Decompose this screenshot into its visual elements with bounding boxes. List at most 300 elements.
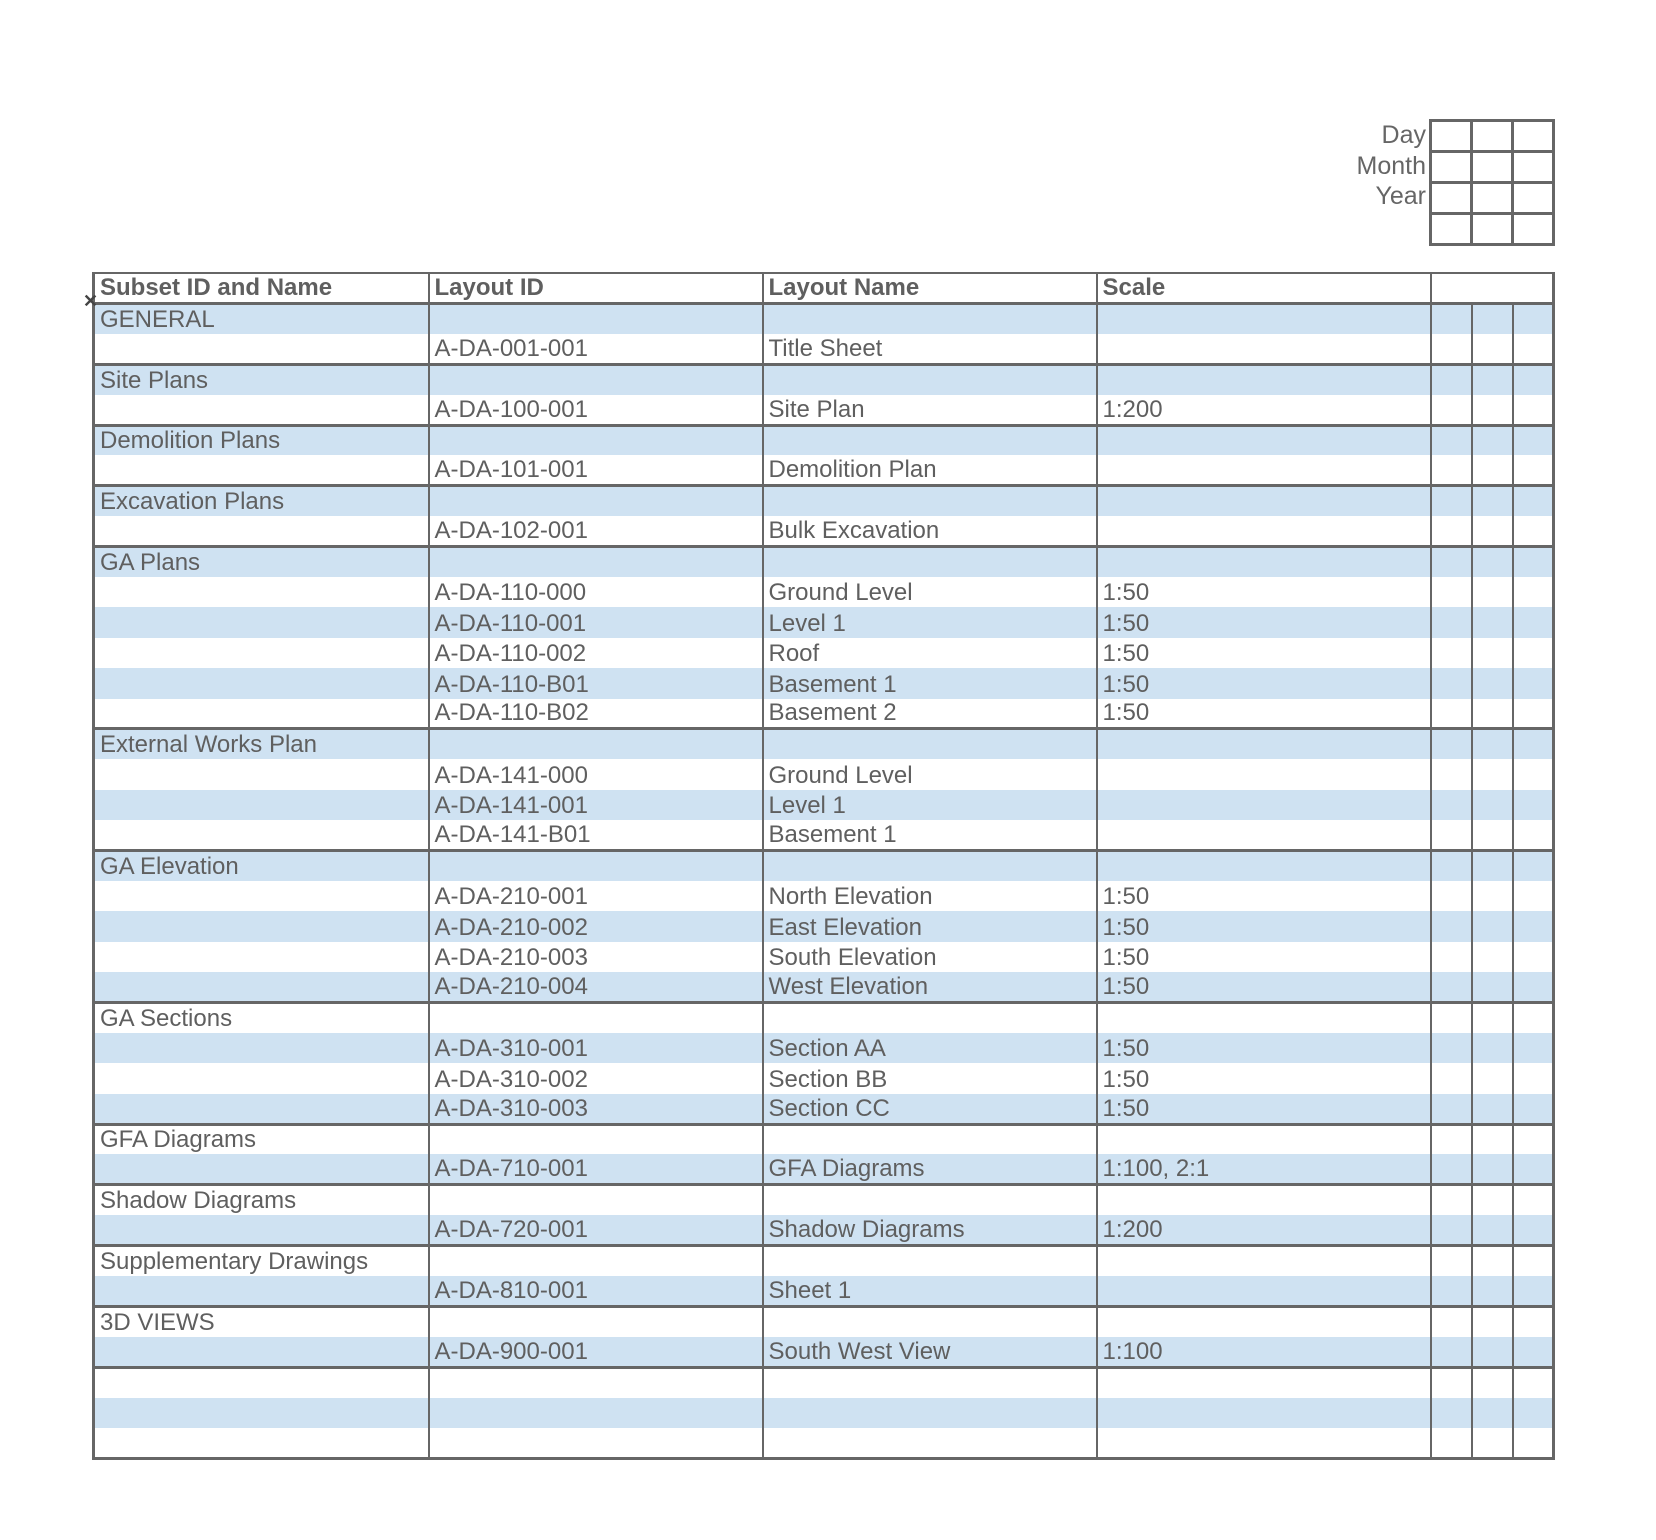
check-cell[interactable] [1472, 759, 1513, 789]
cell-subset [94, 516, 429, 546]
check-cell[interactable] [1431, 699, 1472, 729]
cell-scale: 1:50 [1097, 942, 1431, 972]
check-cell[interactable] [1472, 1428, 1513, 1458]
cell-subset [94, 699, 429, 729]
date-cell[interactable] [1472, 152, 1513, 183]
check-cell[interactable] [1513, 729, 1554, 759]
cell-subset [94, 334, 429, 364]
date-grid-row [1431, 121, 1554, 152]
check-cell[interactable] [1431, 881, 1472, 911]
table-row [94, 516, 1554, 546]
cell-layout-name: North Elevation [763, 881, 1097, 911]
date-cell[interactable] [1431, 121, 1472, 152]
cell-scale: 1:50 [1097, 1033, 1431, 1063]
date-label-year: Year [1375, 182, 1426, 210]
check-cell[interactable] [1513, 1033, 1554, 1063]
cell-layout-name: Site Plan [763, 395, 1097, 425]
cell-subset: GFA Diagrams [94, 1124, 429, 1154]
cell-layout-name [763, 364, 1097, 394]
check-cell[interactable] [1472, 1246, 1513, 1276]
check-cell[interactable] [1431, 638, 1472, 668]
check-cell[interactable] [1472, 1306, 1513, 1336]
date-cell[interactable] [1513, 183, 1554, 214]
check-cell[interactable] [1513, 1398, 1554, 1428]
check-cell[interactable] [1472, 820, 1513, 850]
cell-scale: 1:50 [1097, 1063, 1431, 1093]
group-header-row [94, 364, 1554, 394]
check-cell[interactable] [1513, 1306, 1554, 1336]
check-cell[interactable] [1431, 516, 1472, 546]
check-cell[interactable] [1513, 881, 1554, 911]
cell-layout-id [429, 1246, 763, 1276]
check-cell[interactable] [1431, 942, 1472, 972]
group-header-row [94, 1124, 1554, 1154]
check-cell[interactable] [1431, 911, 1472, 941]
header-checks [1431, 273, 1554, 304]
cell-layout-name [763, 547, 1097, 577]
check-cell[interactable] [1513, 790, 1554, 820]
check-cell[interactable] [1472, 1215, 1513, 1245]
table-row [94, 1154, 1554, 1184]
check-cell[interactable] [1513, 304, 1554, 334]
check-cell[interactable] [1472, 911, 1513, 941]
check-cell[interactable] [1513, 1002, 1554, 1032]
cell-layout-name: Level 1 [763, 607, 1097, 637]
cell-subset: 3D VIEWS [94, 1306, 429, 1336]
date-labels [1300, 119, 1426, 241]
check-cell[interactable] [1431, 972, 1472, 1002]
cell-layout-id: A-DA-810-001 [429, 1276, 763, 1306]
table-row [94, 577, 1554, 607]
check-cell[interactable] [1513, 1124, 1554, 1154]
cell-subset [94, 790, 429, 820]
check-cell[interactable] [1472, 1094, 1513, 1124]
check-cell[interactable] [1431, 1246, 1472, 1276]
cell-scale: 1:50 [1097, 972, 1431, 1002]
cell-scale [1097, 1002, 1431, 1032]
cell-layout-name: Shadow Diagrams [763, 1215, 1097, 1245]
cell-layout-id: A-DA-210-001 [429, 881, 763, 911]
check-cell[interactable] [1513, 607, 1554, 637]
cell-layout-id: A-DA-210-003 [429, 942, 763, 972]
cell-subset [94, 1276, 429, 1306]
cell-layout-name [763, 425, 1097, 455]
cell-scale [1097, 547, 1431, 577]
cell-layout-id: A-DA-141-001 [429, 790, 763, 820]
cell-layout-name: Roof [763, 638, 1097, 668]
check-cell[interactable] [1513, 1276, 1554, 1306]
check-cell[interactable] [1431, 607, 1472, 637]
check-cell[interactable] [1431, 577, 1472, 607]
cell-scale [1097, 486, 1431, 516]
date-grid-row [1431, 183, 1554, 214]
check-cell[interactable] [1472, 304, 1513, 334]
check-cell[interactable] [1472, 486, 1513, 516]
check-cell[interactable] [1513, 334, 1554, 364]
drawing-register-table [92, 272, 1555, 1460]
cell-layout-name [763, 1428, 1097, 1458]
cell-subset [94, 972, 429, 1002]
check-cell[interactable] [1513, 820, 1554, 850]
date-cell[interactable] [1513, 121, 1554, 152]
table-row [94, 699, 1554, 729]
cell-layout-id: A-DA-720-001 [429, 1215, 763, 1245]
cell-layout-id [429, 851, 763, 881]
table-row [94, 668, 1554, 698]
check-cell[interactable] [1472, 729, 1513, 759]
table-row [94, 790, 1554, 820]
date-cell[interactable] [1472, 121, 1513, 152]
check-cell[interactable] [1513, 668, 1554, 698]
cell-scale [1097, 425, 1431, 455]
check-cell[interactable] [1431, 1185, 1472, 1215]
cell-subset: GA Plans [94, 547, 429, 577]
check-cell[interactable] [1431, 486, 1472, 516]
cell-scale: 1:100 [1097, 1337, 1431, 1367]
check-cell[interactable] [1431, 1367, 1472, 1397]
cell-scale [1097, 1246, 1431, 1276]
check-cell[interactable] [1431, 425, 1472, 455]
cell-layout-name: Basement 1 [763, 668, 1097, 698]
cell-layout-name: Title Sheet [763, 334, 1097, 364]
cell-layout-id: A-DA-210-004 [429, 972, 763, 1002]
cell-subset: Site Plans [94, 364, 429, 394]
cell-scale: 1:50 [1097, 607, 1431, 637]
cell-layout-id [429, 729, 763, 759]
check-cell[interactable] [1472, 699, 1513, 729]
check-cell[interactable] [1513, 1367, 1554, 1397]
cell-layout-name [763, 1124, 1097, 1154]
group-header-row [94, 547, 1554, 577]
cell-scale: 1:50 [1097, 577, 1431, 607]
check-cell[interactable] [1431, 364, 1472, 394]
check-cell[interactable] [1431, 1002, 1472, 1032]
check-cell[interactable] [1472, 1033, 1513, 1063]
table-row [94, 972, 1554, 1002]
cell-layout-name: Sheet 1 [763, 1276, 1097, 1306]
group-header-row [94, 1002, 1554, 1032]
cell-scale [1097, 790, 1431, 820]
group-header-row [94, 1306, 1554, 1336]
table-row [94, 942, 1554, 972]
check-cell[interactable] [1513, 1428, 1554, 1458]
check-cell[interactable] [1513, 1154, 1554, 1184]
cell-subset [94, 759, 429, 789]
cell-subset [94, 668, 429, 698]
check-cell[interactable] [1513, 577, 1554, 607]
check-cell[interactable] [1431, 304, 1472, 334]
table-row [94, 455, 1554, 485]
check-cell[interactable] [1472, 972, 1513, 1002]
table-row [94, 1367, 1554, 1397]
cell-layout-id: A-DA-001-001 [429, 334, 763, 364]
cell-layout-name [763, 1367, 1097, 1397]
cell-subset: External Works Plan [94, 729, 429, 759]
cell-layout-name [763, 304, 1097, 334]
cell-subset [94, 881, 429, 911]
cell-layout-id [429, 1185, 763, 1215]
table-row [94, 395, 1554, 425]
check-cell[interactable] [1431, 1306, 1472, 1336]
date-label-month: Month [1356, 151, 1426, 180]
cell-subset [94, 1398, 429, 1428]
cell-scale [1097, 820, 1431, 850]
check-cell[interactable] [1513, 547, 1554, 577]
check-cell[interactable] [1513, 638, 1554, 668]
table-row [94, 759, 1554, 789]
cell-layout-id: A-DA-101-001 [429, 455, 763, 485]
date-cell[interactable] [1431, 152, 1472, 183]
check-cell[interactable] [1431, 1033, 1472, 1063]
check-cell[interactable] [1431, 1094, 1472, 1124]
cell-subset [94, 577, 429, 607]
cell-scale [1097, 759, 1431, 789]
cell-scale [1097, 1398, 1431, 1428]
check-cell[interactable] [1431, 334, 1472, 364]
check-cell[interactable] [1472, 881, 1513, 911]
check-cell[interactable] [1472, 1367, 1513, 1397]
date-cell[interactable] [1431, 183, 1472, 214]
check-cell[interactable] [1431, 395, 1472, 425]
table-row [94, 1094, 1554, 1124]
date-cell[interactable] [1472, 183, 1513, 214]
check-cell[interactable] [1513, 425, 1554, 455]
cell-scale: 1:50 [1097, 881, 1431, 911]
table-row [94, 1398, 1554, 1428]
cell-scale [1097, 1306, 1431, 1336]
table-row [94, 1428, 1554, 1458]
cell-scale [1097, 729, 1431, 759]
cell-layout-name [763, 1185, 1097, 1215]
group-header-row [94, 425, 1554, 455]
cell-layout-name: Demolition Plan [763, 455, 1097, 485]
cell-layout-id: A-DA-210-002 [429, 911, 763, 941]
cell-layout-id [429, 1398, 763, 1428]
cell-layout-name: Basement 2 [763, 699, 1097, 729]
check-cell[interactable] [1431, 1124, 1472, 1154]
check-cell[interactable] [1472, 455, 1513, 485]
check-cell[interactable] [1513, 1094, 1554, 1124]
check-cell[interactable] [1513, 364, 1554, 394]
cell-layout-name [763, 486, 1097, 516]
cell-subset [94, 1033, 429, 1063]
cell-layout-id [429, 304, 763, 334]
check-cell[interactable] [1513, 1185, 1554, 1215]
header-scale: Scale [1097, 273, 1431, 304]
cell-layout-id [429, 425, 763, 455]
check-cell[interactable] [1431, 851, 1472, 881]
close-icon[interactable]: ✕ [83, 291, 99, 311]
check-cell[interactable] [1431, 668, 1472, 698]
check-cell[interactable] [1472, 1185, 1513, 1215]
cell-layout-id: A-DA-310-002 [429, 1063, 763, 1093]
check-cell[interactable] [1472, 1124, 1513, 1154]
check-cell[interactable] [1513, 972, 1554, 1002]
cell-layout-id: A-DA-110-000 [429, 577, 763, 607]
cell-subset [94, 1337, 429, 1367]
check-cell[interactable] [1472, 1276, 1513, 1306]
check-cell[interactable] [1431, 547, 1472, 577]
cell-subset: Excavation Plans [94, 486, 429, 516]
header-layout-name: Layout Name [763, 273, 1097, 304]
cell-layout-name [763, 1002, 1097, 1032]
check-cell[interactable] [1431, 820, 1472, 850]
table-row [94, 911, 1554, 941]
cell-subset [94, 1367, 429, 1397]
cell-layout-name: West Elevation [763, 972, 1097, 1002]
cell-scale [1097, 1124, 1431, 1154]
cell-layout-name [763, 729, 1097, 759]
cell-scale [1097, 334, 1431, 364]
table-row [94, 1063, 1554, 1093]
check-cell[interactable] [1513, 516, 1554, 546]
check-cell[interactable] [1431, 455, 1472, 485]
check-cell[interactable] [1513, 699, 1554, 729]
date-label-blank [1300, 211, 1426, 242]
table-row [94, 334, 1554, 364]
check-cell[interactable] [1472, 1063, 1513, 1093]
group-header-row [94, 304, 1554, 334]
cell-layout-name: East Elevation [763, 911, 1097, 941]
check-cell[interactable] [1472, 1154, 1513, 1184]
check-cell[interactable] [1431, 1154, 1472, 1184]
cell-scale [1097, 1428, 1431, 1458]
check-cell[interactable] [1513, 942, 1554, 972]
cell-layout-id [429, 1002, 763, 1032]
cell-subset [94, 1094, 429, 1124]
check-cell[interactable] [1431, 1428, 1472, 1458]
check-cell[interactable] [1431, 790, 1472, 820]
cell-scale: 1:50 [1097, 699, 1431, 729]
check-cell[interactable] [1472, 547, 1513, 577]
group-header-row [94, 851, 1554, 881]
check-cell[interactable] [1472, 364, 1513, 394]
check-cell[interactable] [1472, 607, 1513, 637]
table-row [94, 1337, 1554, 1367]
check-cell[interactable] [1472, 334, 1513, 364]
table-row [94, 1215, 1554, 1245]
check-cell[interactable] [1513, 1337, 1554, 1367]
date-cell[interactable] [1513, 152, 1554, 183]
table-row [94, 1033, 1554, 1063]
cell-layout-id: A-DA-141-000 [429, 759, 763, 789]
cell-layout-id [429, 1428, 763, 1458]
check-cell[interactable] [1431, 1276, 1472, 1306]
cell-layout-id: A-DA-110-B02 [429, 699, 763, 729]
check-cell[interactable] [1472, 395, 1513, 425]
cell-layout-id: A-DA-900-001 [429, 1337, 763, 1367]
check-cell[interactable] [1472, 1337, 1513, 1367]
cell-subset [94, 455, 429, 485]
date-grid-row [1431, 152, 1554, 183]
check-cell[interactable] [1513, 759, 1554, 789]
check-cell[interactable] [1472, 790, 1513, 820]
check-cell[interactable] [1513, 455, 1554, 485]
check-cell[interactable] [1513, 911, 1554, 941]
check-cell[interactable] [1513, 851, 1554, 881]
cell-subset: Demolition Plans [94, 425, 429, 455]
date-label-day: Day [1381, 121, 1426, 149]
cell-subset: GENERAL [94, 304, 429, 334]
cell-subset [94, 911, 429, 941]
date-cell[interactable] [1431, 214, 1472, 245]
cell-layout-name [763, 851, 1097, 881]
cell-subset [94, 638, 429, 668]
check-cell[interactable] [1431, 1215, 1472, 1245]
cell-subset [94, 942, 429, 972]
cell-subset [94, 1428, 429, 1458]
cell-layout-id [429, 486, 763, 516]
check-cell[interactable] [1472, 638, 1513, 668]
cell-layout-name: Bulk Excavation [763, 516, 1097, 546]
check-cell[interactable] [1513, 395, 1554, 425]
table-row [94, 1276, 1554, 1306]
cell-layout-id: A-DA-141-B01 [429, 820, 763, 850]
check-cell[interactable] [1472, 1398, 1513, 1428]
cell-subset: GA Elevation [94, 851, 429, 881]
check-cell[interactable] [1431, 1063, 1472, 1093]
cell-layout-id: A-DA-310-001 [429, 1033, 763, 1063]
cell-scale [1097, 1185, 1431, 1215]
header-subset: Subset ID and Name [94, 273, 429, 304]
cell-subset [94, 1215, 429, 1245]
check-cell[interactable] [1431, 729, 1472, 759]
check-cell[interactable] [1472, 516, 1513, 546]
cell-scale [1097, 304, 1431, 334]
check-cell[interactable] [1513, 1246, 1554, 1276]
cell-scale: 1:100, 2:1 [1097, 1154, 1431, 1184]
table-row [94, 820, 1554, 850]
check-cell[interactable] [1472, 425, 1513, 455]
check-cell[interactable] [1472, 942, 1513, 972]
table-row [94, 607, 1554, 637]
date-cell[interactable] [1472, 214, 1513, 245]
check-cell[interactable] [1431, 1398, 1472, 1428]
group-header-row [94, 486, 1554, 516]
header-layout-id: Layout ID [429, 273, 763, 304]
cell-layout-id: A-DA-710-001 [429, 1154, 763, 1184]
cell-scale: 1:50 [1097, 638, 1431, 668]
group-header-row [94, 1246, 1554, 1276]
cell-layout-name [763, 1246, 1097, 1276]
cell-subset: GA Sections [94, 1002, 429, 1032]
cell-layout-id [429, 1124, 763, 1154]
cell-scale: 1:50 [1097, 1094, 1431, 1124]
cell-layout-id: A-DA-110-B01 [429, 668, 763, 698]
cell-layout-name: Basement 1 [763, 820, 1097, 850]
check-cell[interactable] [1513, 1215, 1554, 1245]
check-cell[interactable] [1472, 851, 1513, 881]
check-cell[interactable] [1472, 1002, 1513, 1032]
check-cell[interactable] [1472, 668, 1513, 698]
check-cell[interactable] [1431, 1337, 1472, 1367]
cell-subset: Shadow Diagrams [94, 1185, 429, 1215]
cell-layout-name [763, 1306, 1097, 1336]
cell-subset [94, 1063, 429, 1093]
cell-layout-name: Section AA [763, 1033, 1097, 1063]
table-row [94, 881, 1554, 911]
cell-layout-id: A-DA-310-003 [429, 1094, 763, 1124]
cell-subset [94, 820, 429, 850]
check-cell[interactable] [1513, 1063, 1554, 1093]
check-cell[interactable] [1472, 577, 1513, 607]
cell-layout-name: Ground Level [763, 759, 1097, 789]
check-cell[interactable] [1431, 759, 1472, 789]
check-cell[interactable] [1513, 486, 1554, 516]
date-cell[interactable] [1513, 214, 1554, 245]
cell-layout-id [429, 1306, 763, 1336]
cell-layout-name: Section BB [763, 1063, 1097, 1093]
